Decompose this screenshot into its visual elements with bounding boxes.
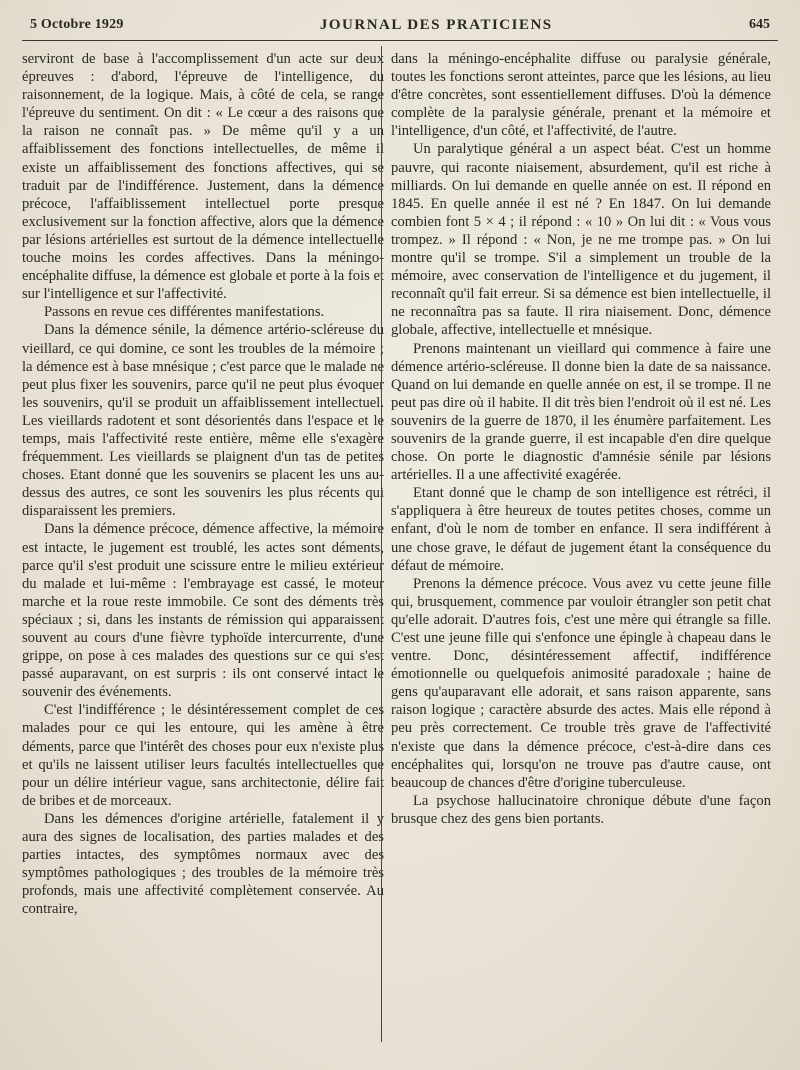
paragraph: C'est l'indifférence ; le désintéressement complet de ces malades pour ce qui les entoure, qui les amène à être déments, parce que l'intérêt des choses pour eux n'existe plus et qu'ils ne laissent utiliser leurs facultés intellectuelles que pour un délire intérieur vague, sans architectonie, délire fait de bribes et de morceaux. [22, 702, 384, 809]
left-column [22, 50, 384, 1050]
paragraph: Dans les démences d'origine artérielle, fatalement il y aura des signes de localisation, des parties malades et des parties intactes, des symptômes normaux avec des symptômes pathologiques ; des troubles de la mémoire très profonds, mais une affectivité complètement conservée. Au contraire, [22, 810, 384, 918]
paragraph: Prenons la démence précoce. Vous avez vu cette jeune fille qui, brusquement, commence par vouloir étrangler son petit chat qu'elle adorait. D'autres fois, c'est une mère qui étrangle sa fille. C'est une jeune fille qui s'enfonce une épingle à chapeau dans le ventre. Donc, désintéressement affectif, indifférence émotionnelle ou quelquefois animosité paradoxale ; haine de gens qu'auparavant elle adorait, et sans raison apparente, sans raison logique ; caractère absurde des actes. Mais elle répond à peu près correctement. Ce trouble très grave de l'affectivité n'existe que dans la démence précoce, c'est-à-dire dans ces encéphalites qui, lorsqu'on ne trouve pas d'autre cause, ont beaucoup de chances d'être d'origine tuberculeuse. [391, 575, 771, 791]
running-header [30, 12, 770, 38]
column-divider [381, 46, 382, 1042]
header-rule [22, 40, 778, 41]
page-number: 645 [748, 17, 770, 32]
paragraph: serviront de base à l'accomplissement d'un acte sur deux épreuves : d'abord, l'épreuve de l'intelligence, du raisonnement, de la logique. Mais, à côté de cela, se range l'épreuve du sentiment. On dit : « Le cœur a des raisons que la raison ne connaît pas. » De même qu'il y a un affaiblissement des fonctions intellectuelles, de même il existe un affaiblissement des fonctions affectives, qui se traduit par de l'indifférence. Justement, dans la démence précoce, l'affaiblissement intellectuel porte presque exclusivement sur la fonction affective, alors que la démence par lésions artérielles est surtout de la démence intellectuelle touche moins les cordes affectives. Dans la méningo-encéphalite diffuse, la démence est globale et porte à la fois et sur l'intelligence et sur l'affectivité. [22, 51, 384, 303]
paragraph: Prenons maintenant un vieillard qui commence à faire une démence artério-scléreuse. Il donne bien la date de sa naissance. Quand on lui demande en quelle année on est, il se trompe. Il ne peut pas dire où il habite. Il dit très bien l'endroit où il est né. Les souvenirs de la guerre de 1870, il les énumère parfaitement. Les souvenirs de la grande guerre, il est incapable d'en dire quelque chose. On porte le diagnostic d'amnésie sénile par lésions artérielles. Il a une affectivité exagérée. [391, 340, 771, 484]
journal-title: JOURNAL DES PRATICIENS [319, 16, 553, 33]
paragraph: Dans la démence précoce, démence affective, la mémoire est intacte, le jugement est troublé, les actes sont déments, parce qu'il s'est produit une scissure entre le milieu extérieur du malade et lui-même : l'embrayage est cassé, le moteur marche et la roue reste immobile. Ce sont des déments très spéciaux ; si, dans les instants de rémission qui apparaissent souvent au cours d'une fièvre typhoïde intercurrente, d'une grippe, on pose à ces malades des questions sur ce qui s'est passé auparavant, on est surpris : ils ont conservé intact le souvenir des événements. [22, 521, 384, 701]
paragraph: dans la méningo-encéphalite diffuse ou paralysie générale, toutes les fonctions seront atteintes, parce que les lésions, au lieu d'être concrètes, sont essentiellement diffuses. D'où la démence complète de la paralysie générale, prenant et la mémoire et l'intelligence, d'un côté, et l'affectivité, de l'autre. [391, 51, 771, 140]
paragraph: Un paralytique général a un aspect béat. C'est un homme pauvre, qui raconte niaisement, absurdement, qu'il est riche à milliards. On lui demande en quelle année on est. Il répond en 1845. En quelle année il est né ? En 1847. On lui demande combien font 5 × 4 ; il répond : « 10 » On lui dit : « Vous vous trompez. » Il répond : « Non, je ne me trompe pas. » On lui montre qu'il se trompe. S'il a simplement un trouble de la mémoire, avec conservation de l'intelligence et du jugement, il reconnaît qu'il fait erreur. Si sa démence est bien intellectuelle, il ne reconnaîtra pas sa faute. Il rira niaisement. Donc, démence globale, affective, intellectuelle et mnésique. [391, 141, 771, 339]
issue-date: 5 Octobre 1929 [30, 17, 124, 32]
paragraph: Dans la démence sénile, la démence artério-scléreuse du vieillard, ce qui domine, ce sont les troubles de la mémoire ; la démence est à base mnésique ; c'est parce que le malade ne peut plus fixer les souvenirs, parce qu'il ne peut plus évoquer les souvenirs, qu'il se produit un affaiblissement intellectuel. Les vieillards radotent et sont désorientés dans l'espace et le temps, mais l'affectivité reste entière, même elle s'exagère fréquemment. Les vieillards se plaignent d'un tas de petites choses. Etant donné que les souvenirs se placent les uns au-dessus des autres, ce sont les souvenirs les plus récents qui disparaissent les premiers. [22, 322, 384, 520]
right-column [391, 50, 771, 1050]
paragraph: Passons en revue ces différentes manifestations. [44, 304, 325, 321]
paragraph: La psychose hallucinatoire chronique débute d'une façon brusque chez des gens bien portants. [391, 792, 771, 827]
paragraph: Etant donné que le champ de son intelligence est rétréci, il s'appliquera à être heureux de toutes petites choses, comme un enfant, d'où le nom de tomber en enfance. Il sera indifférent à une chose grave, le défaut de jugement étant la conséquence du défaut de mémoire. [391, 485, 771, 574]
